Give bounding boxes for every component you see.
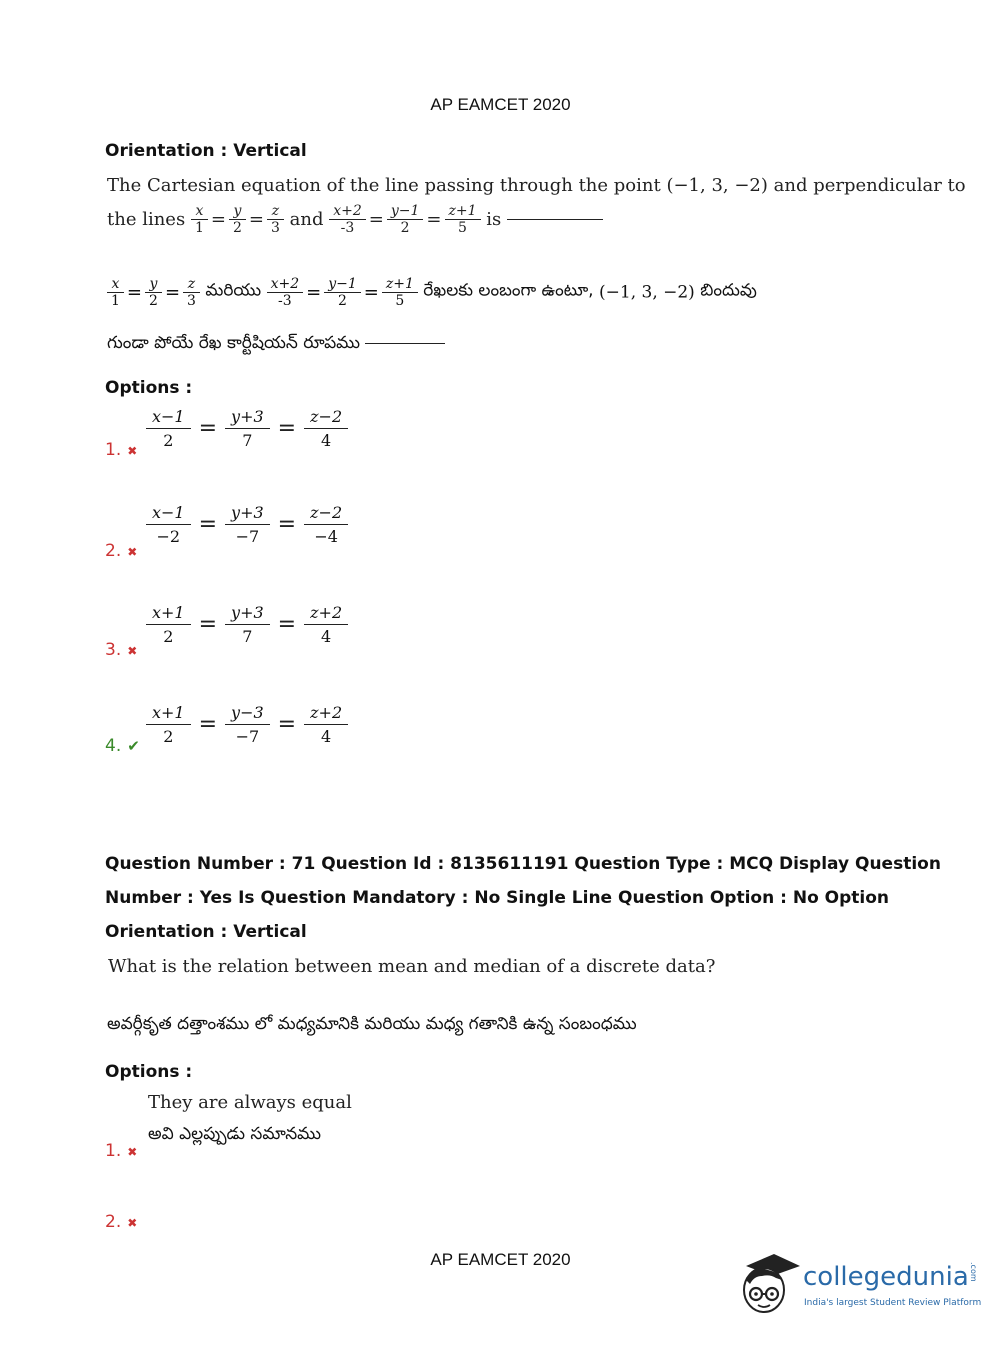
q70-telugu-suffix: రేఖలకు లంబంగా ఉంటూ,: [423, 280, 594, 301]
q70-tel-line1-frac-z: $\frac{z}{3}$: [183, 276, 200, 309]
q70-option-1-number: 1. ✖: [105, 440, 138, 460]
q70-answer-blank: [507, 219, 603, 220]
wrong-icon: ✖: [127, 1216, 138, 1230]
wrong-icon: ✖: [127, 545, 138, 559]
q70-line2-frac-z: $\frac{z+1}{5}$: [445, 203, 481, 236]
q70-option-2-number: 2. ✖: [105, 541, 138, 561]
q70-english-line1: [107, 175, 966, 196]
q71-options-label: Options :: [105, 1062, 193, 1082]
page-footer-title: AP EAMCET 2020: [430, 1250, 571, 1269]
q70-orientation: Orientation : Vertical: [105, 141, 307, 161]
wrong-icon: ✖: [127, 1145, 138, 1159]
wrong-icon: ✖: [127, 444, 138, 458]
q70-english-line2: the lines $\frac{x}{1}$ = $\frac{y}{2}$ = $\frac{z}{3}$ and $\frac{x+2}{-3}$ = $\frac{y-1}{2}$ = $\frac{z+1}{5}$ is: [107, 203, 603, 236]
q70-option-4-equation[interactable]: $\frac{x+1}{2}$ = $\frac{y-3}{-7}$ = $\frac{z+2}{4}$: [146, 701, 348, 748]
q70-line1-frac-x: $\frac{x}{1}$: [191, 203, 208, 236]
q71-option-1-english[interactable]: They are always equal: [148, 1092, 352, 1113]
q70-english-point: (−1, 3, −2): [666, 175, 768, 196]
q70-english-prefix: The Cartesian equation of the line passing through the point: [107, 175, 661, 196]
q70-option-3-equation[interactable]: $\frac{x+1}{2}$ = $\frac{y+3}{7}$ = $\frac{z+2}{4}$: [146, 601, 348, 648]
wrong-icon: ✖: [127, 644, 138, 658]
q71-meta-line1: Question Number : 71 Question Id : 8135611191 Question Type : MCQ Display Question: [105, 854, 941, 874]
q70-and: and: [289, 209, 324, 230]
brand-tagline: India's largest Student Review Platform: [804, 1298, 982, 1308]
q71-option-2-number: 2. ✖: [105, 1212, 138, 1232]
page-header-title: AP EAMCET 2020: [430, 95, 571, 114]
q70-the-lines: the lines: [107, 209, 186, 230]
correct-check-icon: ✔: [127, 737, 140, 755]
q70-options-label: Options :: [105, 378, 193, 398]
q70-tel-line2-frac-x: $\frac{x+2}{-3}$: [267, 276, 304, 309]
q70-tel-line1-frac-x: $\frac{x}{1}$: [107, 276, 124, 309]
collegedunia-logo[interactable]: [803, 1262, 978, 1292]
brand-name: collegedunia: [803, 1262, 969, 1292]
q70-line1-frac-z: $\frac{z}{3}$: [267, 203, 284, 236]
q71-orientation: Orientation : Vertical: [105, 922, 307, 942]
q70-telugu-blank: [365, 343, 445, 344]
q70-line2-frac-y: $\frac{y-1}{2}$: [387, 203, 424, 236]
q70-tel-line2-frac-z: $\frac{z+1}{5}$: [382, 276, 418, 309]
collegedunia-mascot-icon: [742, 1250, 800, 1320]
brand-suffix: .com: [968, 1262, 978, 1282]
q70-telugu-line2: [107, 333, 445, 357]
q71-english-question: What is the relation between mean and median of a discrete data?: [108, 956, 716, 977]
q70-option-3-number: 3. ✖: [105, 640, 138, 660]
q70-is: is: [486, 209, 502, 230]
q70-telugu-and: మరియు: [205, 280, 262, 301]
q70-telugu-point-word: బిందువు: [700, 280, 757, 301]
q70-telugu-point: (−1, 3, −2): [599, 282, 695, 303]
q70-line1-frac-y: $\frac{y}{2}$: [229, 203, 246, 236]
q70-tel-line1-frac-y: $\frac{y}{2}$: [145, 276, 162, 309]
q70-option-2-equation[interactable]: $\frac{x-1}{-2}$ = $\frac{y+3}{-7}$ = $\frac{z-2}{-4}$: [146, 501, 348, 548]
q71-meta-line2: Number : Yes Is Question Mandatory : No Single Line Question Option : No Option: [105, 888, 890, 908]
q70-line2-frac-x: $\frac{x+2}{-3}$: [329, 203, 366, 236]
q70-option-4-number: 4. ✔: [105, 736, 140, 756]
q71-option-1-number: 1. ✖: [105, 1141, 138, 1161]
q71-option-1-telugu[interactable]: అవి ఎల్లప్పుడు సమానము: [148, 1124, 322, 1144]
q71-telugu-question: అవర్గీకృత దత్తాంశము లో మధ్యమానికి మరియు మధ్య గతానికి ఉన్న సంబంధము: [107, 1014, 637, 1034]
q70-telugu-line2-text: గుండా పోయే రేఖ కార్టీషియన్ రూపము: [107, 333, 361, 353]
q70-telugu-line1: $\frac{x}{1}$ = $\frac{y}{2}$ = $\frac{z}{3}$ మరియు $\frac{x+2}{-3}$ = $\frac{y-1}{2}$ = $\frac{z+1}{5}$ రేఖలకు లంబంగా ఉంటూ, (−1, 3, −2) బిందువు: [107, 276, 757, 309]
q70-tel-line2-frac-y: $\frac{y-1}{2}$: [324, 276, 361, 309]
q70-english-suffix: and perpendicular to: [773, 175, 966, 196]
q70-option-1-equation[interactable]: $\frac{x-1}{2}$ = $\frac{y+3}{7}$ = $\frac{z-2}{4}$: [146, 405, 348, 452]
